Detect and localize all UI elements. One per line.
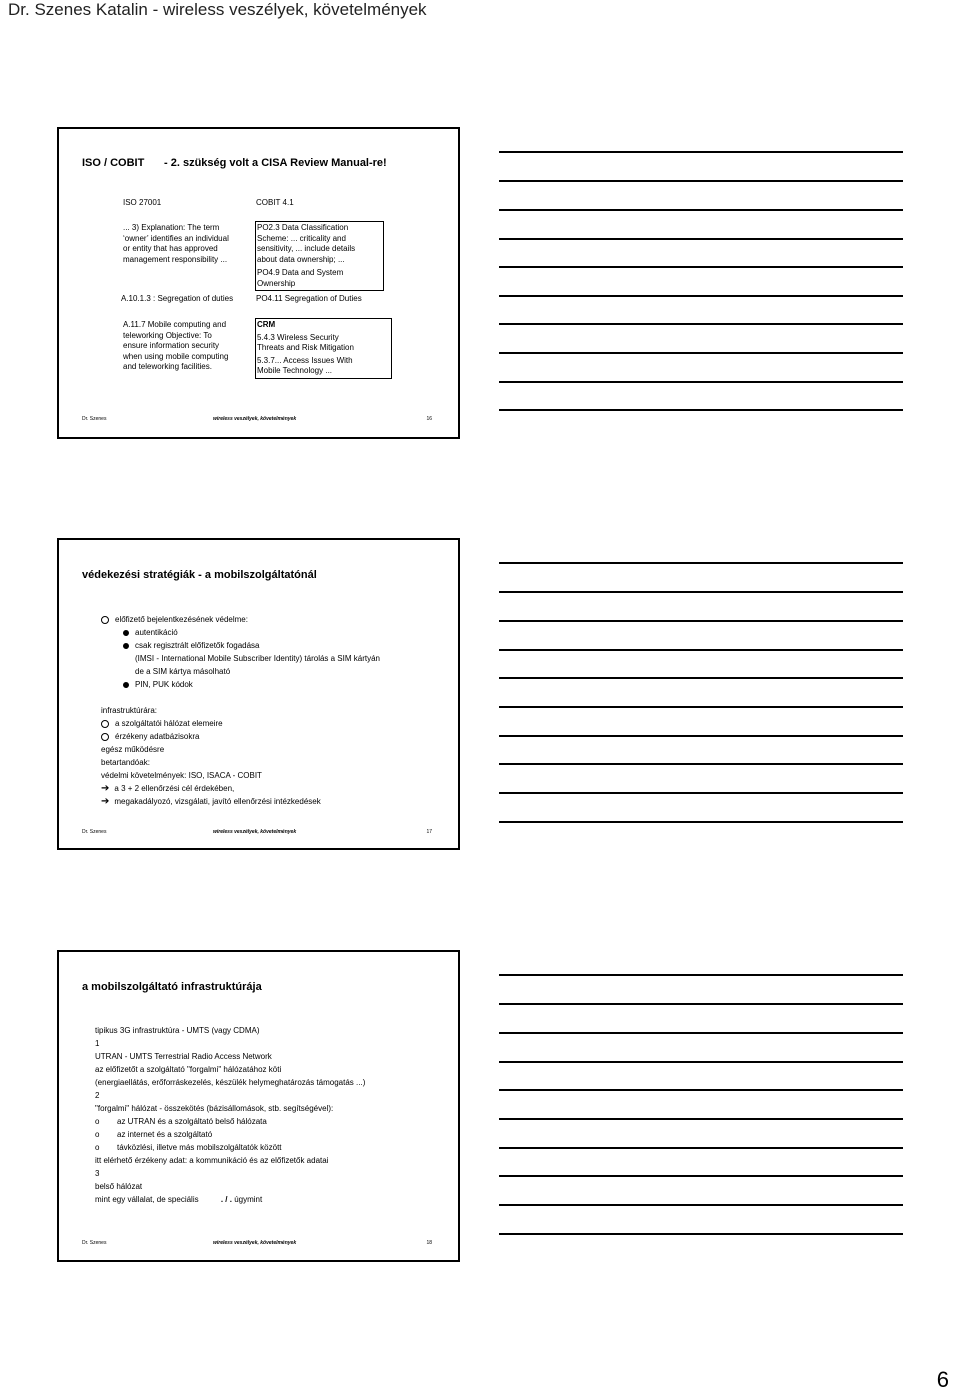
slide-title: a mobilszolgáltató infrastruktúrája [82,981,262,993]
slide-title-left: ISO / COBIT [82,157,145,169]
note-line [499,1233,903,1235]
footer-author: Dr. Szenes [82,829,107,835]
slide-content: tipikus 3G infrastruktúra - UMTS (vagy CDMA) 1 UTRAN - UMTS Terrestrial Radio Access Network az előfizetőt a szolgáltató "forgalmi" hálózatához köti (energiaellátás, erőforráskezelés, készülék helymeghatározás támogatás ...) 2 "forgalmi" hálózat - összekötés (bázisállomások, stb. segítségével): o az UTRAN és a szolgáltató belső hálózata o az internet és a szolgáltató o távközlési, illetve más mobilszolgáltatók között itt elérhető érzékeny adat: a kommunikáció és az előfizetők adatai 3 belső hálózat mint egy vállalat, de speciális . / . úgymint [95,1026,366,1204]
note-line [499,151,903,153]
note-line [499,677,903,679]
slide-content: előfizető bejelentkezésének védelme: autentikáció csak regisztrált előfizetők fogadása (IMSI - International Mobile Subscriber Identity) tárolás a SIM kártyán de a SIM kártya másolható PIN, PUK kódok [101,613,380,691]
note-line [499,591,903,593]
note-line [499,1061,903,1063]
note-line [499,649,903,651]
cobit-po23-box: PO2.3 Data Classification Scheme: ... criticality and sensitivity, ... include details about data ownership; ... PO4.9 Data and System Ownership [255,221,384,291]
note-line [499,1175,903,1177]
dot-bullet-icon [123,682,129,688]
note-line [499,1147,903,1149]
slide-16 [57,127,460,439]
infra-section: infrastruktúrára: a szolgáltatói hálózat elemeire érzékeny adatbázisokra egész működésre betartandóak: védelmi követelmények: ISO, ISACA - COBIT ➔ a 3 + 2 ellenőrzési cél érdekében, ➔ megakadályozó, vizsgálati, javító ellenőrzési intézkedések [101,706,321,807]
note-line [499,180,903,182]
note-line [499,735,903,737]
column-header-iso: ISO 27001 [123,198,162,207]
note-line [499,792,903,794]
note-line [499,1204,903,1206]
note-line [499,295,903,297]
note-line [499,1089,903,1091]
footer-slide-number: 17 [426,829,432,835]
footer-topic: wireless veszélyek, követelmények [213,1240,297,1246]
note-line [499,209,903,211]
note-line [499,352,903,354]
slide-title-right: - 2. szükség volt a CISA Review Manual-re! [164,157,387,169]
footer-topic: wireless veszélyek, követelmények [213,829,297,835]
footer-topic: wireless veszélyek, követelmények [213,416,297,422]
column-header-cobit: COBIT 4.1 [256,198,294,207]
note-line [499,1003,903,1005]
note-line [499,821,903,823]
note-line [499,706,903,708]
iso-explanation: ... 3) Explanation: The term ‘owner’ identifies an individual or entity that has approved management responsibility ... [123,223,229,264]
cobit-po411: PO4.11 Segregation of Duties [256,294,362,303]
crm-title: CRM [257,320,276,329]
note-line [499,323,903,325]
arrow-right-icon: ➔ [101,796,110,807]
note-line [499,266,903,268]
iso-segregation: A.10.1.3 : Segregation of duties [121,294,234,303]
note-line [499,620,903,622]
page-number: 6 [936,1367,949,1392]
slide-17 [57,538,460,850]
footer-slide-number: 16 [426,416,432,422]
o-marker: o [95,1117,100,1126]
circle-bullet-icon [101,616,109,624]
iso-mobile: A.11.7 Mobile computing and teleworking Objective: To ensure information security when using mobile computing and teleworking facilities. [123,320,229,371]
o-marker: o [95,1143,100,1152]
slide-title: védekezési stratégiák - a mobilszolgáltatónál [82,569,317,581]
note-line [499,763,903,765]
document-header: Dr. Szenes Katalin - wireless veszélyek, követelmények [8,0,427,19]
note-line [499,409,903,411]
arrow-right-icon: ➔ [101,783,110,794]
slide-18 [57,950,460,1262]
circle-bullet-icon [101,720,109,728]
circle-bullet-icon [101,733,109,741]
footer-author: Dr. Szenes [82,1240,107,1246]
note-line [499,1118,903,1120]
crm-box: CRM 5.4.3 Wireless Security Threats and Risk Mitigation 5.3.7... Access Issues With Mobile Technology ... [255,318,392,379]
footer-author: Dr. Szenes [82,416,107,422]
footer-slide-number: 18 [426,1240,432,1246]
note-line [499,381,903,383]
note-line [499,562,903,564]
note-line [499,1032,903,1034]
dot-bullet-icon [123,643,129,649]
note-line [499,974,903,976]
o-marker: o [95,1130,100,1139]
dot-bullet-icon [123,630,129,636]
note-line [499,238,903,240]
